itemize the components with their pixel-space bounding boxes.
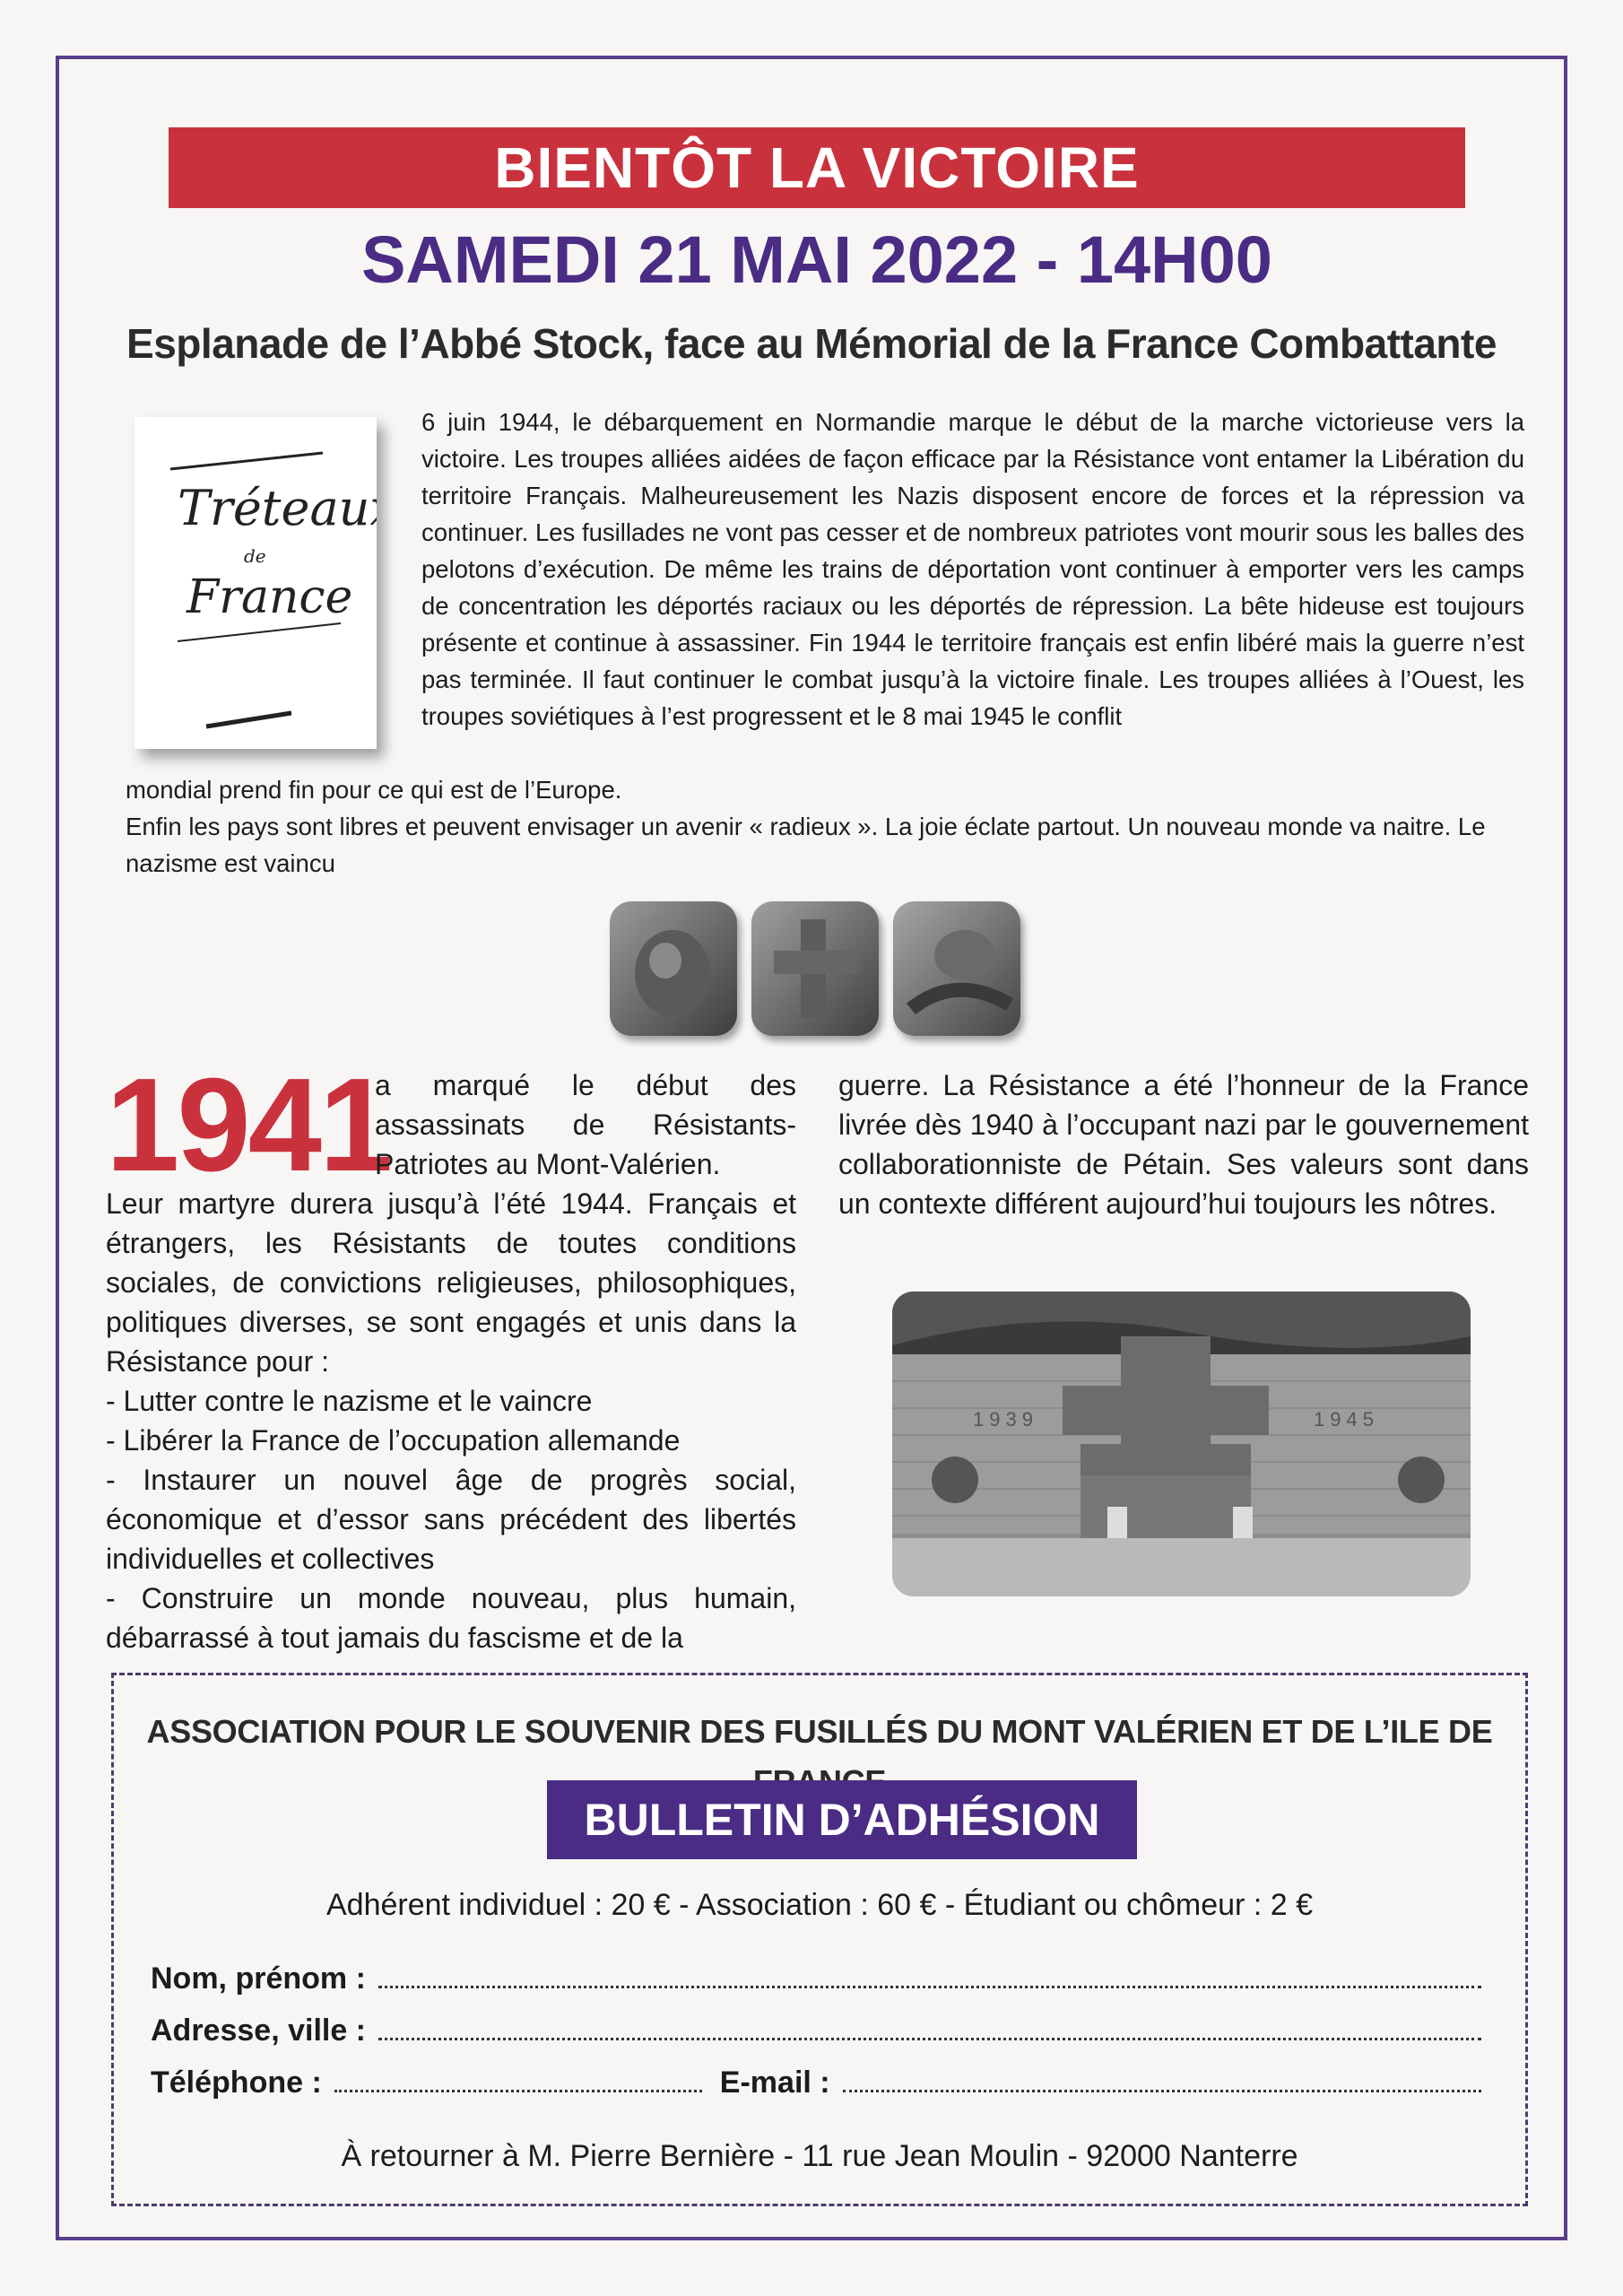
intro-paragraph-continued bbox=[126, 771, 1524, 882]
address-field-line[interactable] bbox=[378, 2007, 1481, 2040]
goal-list-item: - Libérer la France de l’occupation allemande bbox=[106, 1424, 681, 1457]
address-field-label: Adresse, ville : bbox=[151, 2013, 367, 2048]
phone-field-label: Téléphone : bbox=[151, 2066, 322, 2100]
name-field-label: Nom, prénom : bbox=[151, 1961, 366, 1996]
address-field[interactable] bbox=[151, 2005, 1487, 2056]
section-1941-continuation: guerre. La Résistance a été l’honneur de la France livrée dès 1940 à l’occupant nazi par le gouvernement collaborationniste de Pétain. Ses valeurs sont dans un contexte différent aujourd’hui toujours les nôtres. bbox=[838, 1069, 1529, 1220]
return-address: À retourner à M. Pierre Bernière - 11 rue Jean Moulin - 92000 Nanterre bbox=[341, 2139, 1298, 2173]
relief-image bbox=[751, 901, 879, 1036]
intro-paragraph: 6 juin 1944, le débarquement en Normandie marque le début de la marche victorieuse vers la victoire. Les troupes alliées aidées de façon efficace par la Résistance vont entamer la Libération du territoire Français. Malheureusement les Nazis disposent encore de forces et la répression va continuer. Les fusillades ne vont pas cesser et de nombreux patriotes vont mourir sous les balles des pelotons d’exécution. De même les trains de déportation vont continuer à emporter vers les camps de concentration les déportés raciaux ou les déportés de répression. La bête hideuse est toujours présente et continue à assassiner. Fin 1944 le territoire français est enfin libéré mais la guerre n’est pas terminée. Il faut continuer le combat jusqu’à la victoire finale. Les troupes alliées à l’Ouest, les troupes soviétiques à l’est progressent et le 8 mai 1945 le conflit bbox=[421, 408, 1524, 730]
event-date: SAMEDI 21 MAI 2022 - 14H00 bbox=[361, 222, 1272, 297]
intro-paragraph-2: Enfin les pays sont libres et peuvent envisager un avenir « radieux ». La joie éclate partout. Un nouveau monde va naitre. Le nazisme est vaincu bbox=[126, 813, 1486, 877]
banner-title: BIENTÔT LA VICTOIRE bbox=[169, 127, 1465, 208]
book-cover-image bbox=[135, 417, 377, 749]
memorial-year-left: 1939 bbox=[973, 1408, 1038, 1431]
event-place: Esplanade de l’Abbé Stock, face au Mémorial de la France Combattante bbox=[126, 320, 1497, 367]
association-name: ASSOCIATION POUR LE SOUVENIR DES FUSILLÉS DU MONT VALÉRIEN ET DE L’ILE DE bbox=[146, 1713, 1493, 1750]
section-1941-left-column bbox=[106, 1065, 796, 1657]
year-1941-heading: 1941 bbox=[106, 1051, 391, 1199]
relief-image bbox=[893, 901, 1020, 1036]
name-field-line[interactable] bbox=[378, 1955, 1481, 1988]
book-title-line2: France bbox=[187, 570, 353, 624]
goal-list-item: - Lutter contre le nazisme et le vaincre bbox=[106, 1385, 593, 1417]
membership-fees: Adhérent individuel : 20 € - Association : 60 € - Étudiant ou chômeur : 2 € bbox=[325, 1888, 1313, 1922]
relief-image bbox=[610, 901, 737, 1036]
bulletin-title: BULLETIN D’ADHÉSION bbox=[547, 1780, 1137, 1859]
contact-fields bbox=[151, 2057, 1487, 2108]
name-field[interactable] bbox=[151, 1953, 1487, 2004]
email-field-line[interactable] bbox=[843, 2059, 1481, 2092]
section-1941-lead: a marqué le début des assassinats de Résistants-Patriotes au Mont-Valérien. bbox=[375, 1069, 796, 1180]
section-1941-body: Leur martyre durera jusqu’à l’été 1944. Français et étrangers, les Résistants de toutes conditions sociales, de convictions religieuses, philosophiques, politiques diverses, se sont engagés et unis dans la Résistance pour : bbox=[106, 1187, 796, 1378]
relief-images bbox=[610, 901, 1022, 1045]
memorial-photo bbox=[892, 1292, 1471, 1596]
book-title-line1: Tréteaux bbox=[178, 480, 377, 536]
memorial-year-right: 1945 bbox=[1314, 1408, 1379, 1431]
book-title-de: de bbox=[244, 545, 266, 567]
phone-field-line[interactable] bbox=[334, 2059, 702, 2092]
goal-list-item: - Instaurer un nouvel âge de progrès social, économique et d’essor sans précédent des libertés individuelles et collectives bbox=[106, 1464, 796, 1575]
intro-paragraph-end: mondial prend fin pour ce qui est de l’Europe. bbox=[126, 776, 622, 804]
goal-list-item: - Construire un monde nouveau, plus humain, débarrassé à tout jamais du fascisme et de la bbox=[106, 1582, 796, 1654]
email-field-label: E-mail : bbox=[719, 2066, 830, 2100]
